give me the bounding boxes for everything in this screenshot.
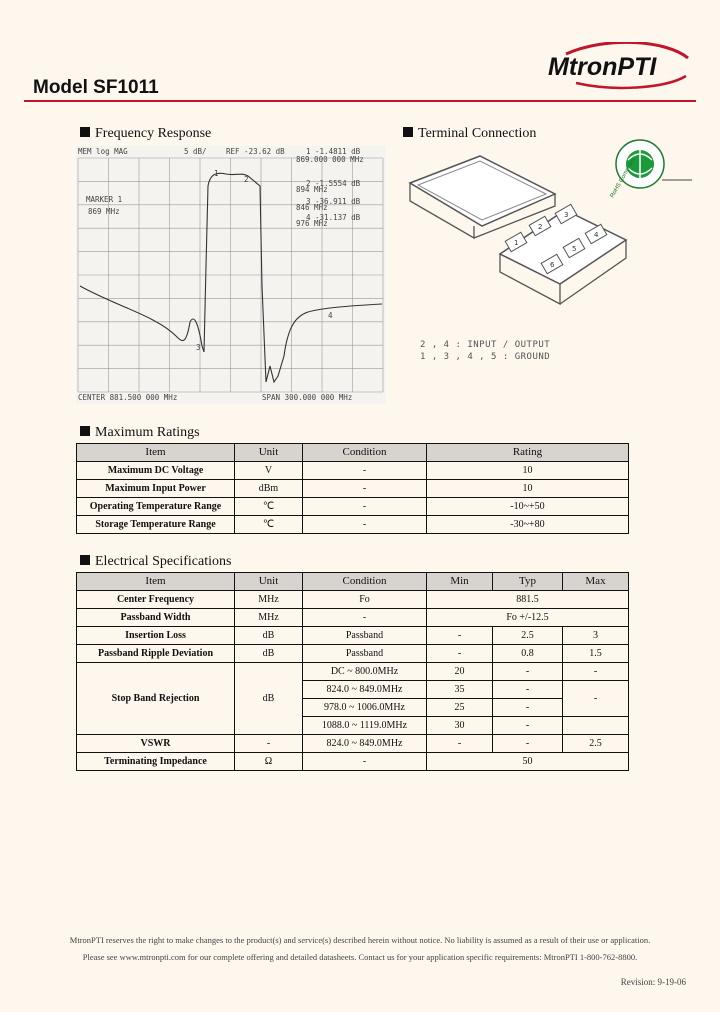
unit-cell: ℃ <box>235 498 303 516</box>
unit-cell: MHz <box>235 609 303 627</box>
pin-label: 4 <box>594 231 599 239</box>
item-cell: Passband Width <box>77 609 235 627</box>
header-cell: Item <box>77 573 235 591</box>
terminal-legend-io: 2 , 4 : INPUT / OUTPUT <box>420 340 551 350</box>
header-cell: Condition <box>303 573 427 591</box>
bullet-square-icon <box>80 426 90 436</box>
section-title-text: Maximum Ratings <box>95 425 200 440</box>
item-cell: Stop Band Rejection <box>77 663 235 735</box>
pin-label: 6 <box>550 261 555 269</box>
max-cell: - <box>563 681 629 717</box>
max-cell: 3 <box>563 627 629 645</box>
header-cell: Typ <box>493 573 563 591</box>
condition-cell: 824.0 ~ 849.0MHz <box>303 681 427 699</box>
marker-list-value: 3 -36.911 dB <box>306 197 361 206</box>
condition-cell: - <box>303 753 427 771</box>
condition-cell: Fo <box>303 591 427 609</box>
max-cell <box>563 717 629 735</box>
condition-cell: - <box>303 480 427 498</box>
pin-label: 2 <box>538 223 543 231</box>
item-cell: Storage Temperature Range <box>77 516 235 534</box>
marker-list-freq: 846 MHz <box>296 203 328 212</box>
table-row <box>77 645 629 663</box>
min-cell: 30 <box>427 717 493 735</box>
item-cell: Passband Ripple Deviation <box>77 645 235 663</box>
value-cell: 50 <box>427 753 629 771</box>
header-cell: Unit <box>235 573 303 591</box>
table-header-row <box>77 444 629 462</box>
package-bottom <box>500 204 626 304</box>
header-cell: Rating <box>427 444 629 462</box>
plot-scale: 5 dB/ <box>184 147 207 156</box>
marker-tag: 1 <box>214 169 219 178</box>
typ-cell: - <box>493 681 563 699</box>
condition-cell: - <box>303 498 427 516</box>
unit-cell: dB <box>235 645 303 663</box>
frequency-response-plot <box>76 146 386 404</box>
model-title: Model SF1011 <box>33 77 159 98</box>
plot-mode: MEM log MAG <box>78 147 128 156</box>
marker-list-freq: 869.000 000 MHz <box>296 155 364 164</box>
header-cell: Item <box>77 444 235 462</box>
header-cell: Max <box>563 573 629 591</box>
item-cell: Center Frequency <box>77 591 235 609</box>
bullet-square-icon <box>80 555 90 565</box>
unit-cell: MHz <box>235 591 303 609</box>
table-row <box>77 498 629 516</box>
header-cell: Condition <box>303 444 427 462</box>
table-row <box>77 462 629 480</box>
rohs-text: RoHS Compliant <box>609 157 638 199</box>
typ-cell: - <box>493 717 563 735</box>
typ-cell: - <box>493 735 563 753</box>
unit-cell: dB <box>235 627 303 645</box>
plot-center: CENTER 881.500 000 MHz <box>78 393 178 402</box>
logo-text: MtronPTI <box>548 53 657 81</box>
condition-cell: 978.0 ~ 1006.0MHz <box>303 699 427 717</box>
marker-list-value: 1 -1.4811 dB <box>306 147 361 156</box>
section-title-text: Frequency Response <box>95 126 212 141</box>
rohs-badge <box>610 140 692 199</box>
condition-cell: DC ~ 800.0MHz <box>303 663 427 681</box>
section-electrical-specifications <box>80 554 231 570</box>
min-cell: 25 <box>427 699 493 717</box>
item-cell: Insertion Loss <box>77 627 235 645</box>
table-row <box>77 663 629 681</box>
unit-cell: - <box>235 735 303 753</box>
item-cell: Maximum Input Power <box>77 480 235 498</box>
table-row <box>77 480 629 498</box>
typ-cell: 0.8 <box>493 645 563 663</box>
table-row <box>77 735 629 753</box>
marker-list-freq: 894 MHz <box>296 185 328 194</box>
value-cell: 881.5 <box>427 591 629 609</box>
table-row <box>77 753 629 771</box>
rating-cell: 10 <box>427 462 629 480</box>
unit-cell: dBm <box>235 480 303 498</box>
condition-cell: Passband <box>303 645 427 663</box>
footer-disclaimer: MtronPTI reserves the right to make changes to the product(s) and service(s) described herein without notice. No liability is assumed as a result of their use or application. <box>69 935 651 945</box>
min-cell: 35 <box>427 681 493 699</box>
condition-cell: 1088.0 ~ 1119.0MHz <box>303 717 427 735</box>
unit-cell: dB <box>235 663 303 735</box>
max-cell: 2.5 <box>563 735 629 753</box>
marker-tag: 2 <box>244 175 249 184</box>
max-cell: 1.5 <box>563 645 629 663</box>
marker-list-value: 4 -31.137 dB <box>306 213 361 222</box>
value-cell: Fo +/-12.5 <box>427 609 629 627</box>
electrical-specs-table <box>76 572 629 771</box>
condition-cell: - <box>303 462 427 480</box>
item-cell: VSWR <box>77 735 235 753</box>
plot-span: SPAN 300.000 000 MHz <box>262 393 353 402</box>
typ-cell: - <box>493 663 563 681</box>
table-header-row <box>77 573 629 591</box>
bullet-square-icon <box>80 127 90 137</box>
mtronpti-logo <box>546 42 692 92</box>
bullet-square-icon <box>403 127 413 137</box>
typ-cell: - <box>493 699 563 717</box>
min-cell: 20 <box>427 663 493 681</box>
unit-cell: ℃ <box>235 516 303 534</box>
max-cell: - <box>563 663 629 681</box>
marker-list-value: 2 -1.5554 dB <box>306 179 361 188</box>
marker-label: MARKER 1 <box>86 195 123 204</box>
table-row <box>77 591 629 609</box>
rating-cell: 10 <box>427 480 629 498</box>
item-cell: Terminating Impedance <box>77 753 235 771</box>
header-cell: Unit <box>235 444 303 462</box>
unit-cell: V <box>235 462 303 480</box>
pin-label: 5 <box>572 245 577 253</box>
marker-tag: 4 <box>328 311 333 320</box>
terminal-legend-ground: 1 , 3 , 4 , 5 : GROUND <box>420 352 551 362</box>
section-title-text: Electrical Specifications <box>95 554 232 569</box>
terminal-package-drawing <box>400 138 700 313</box>
typ-cell: 2.5 <box>493 627 563 645</box>
table-row <box>77 516 629 534</box>
min-cell: - <box>427 735 493 753</box>
plot-ref: REF -23.62 dB <box>226 147 285 156</box>
min-cell: - <box>427 627 493 645</box>
table-row <box>77 627 629 645</box>
footer-contact: Please see www.mtronpti.com for our complete offering and detailed datasheets. Contact us for your application specific requirements: MtronPTI 1-800-762-8800. <box>82 952 638 962</box>
section-frequency-response <box>80 126 211 142</box>
marker-freq: 869 MHz <box>88 207 120 216</box>
marker-list <box>296 147 364 228</box>
pin-label: 1 <box>514 239 519 247</box>
table-row <box>77 609 629 627</box>
rating-cell: -10~+50 <box>427 498 629 516</box>
condition-cell: Passband <box>303 627 427 645</box>
pin-label: 3 <box>564 211 569 219</box>
header-cell: Min <box>427 573 493 591</box>
rating-cell: -30~+80 <box>427 516 629 534</box>
section-title-text: Terminal Connection <box>418 126 537 141</box>
revision-date: Revision: 9-19-06 <box>620 977 686 987</box>
condition-cell: - <box>303 609 427 627</box>
marker-tag: 3 <box>196 343 201 352</box>
condition-cell: 824.0 ~ 849.0MHz <box>303 735 427 753</box>
item-cell: Maximum DC Voltage <box>77 462 235 480</box>
min-cell: - <box>427 645 493 663</box>
section-maximum-ratings <box>80 425 200 441</box>
maximum-ratings-table <box>76 443 629 534</box>
item-cell: Operating Temperature Range <box>77 498 235 516</box>
condition-cell: - <box>303 516 427 534</box>
header-rule <box>24 100 696 102</box>
unit-cell: Ω <box>235 753 303 771</box>
marker-list-freq: 976 MHz <box>296 219 328 228</box>
